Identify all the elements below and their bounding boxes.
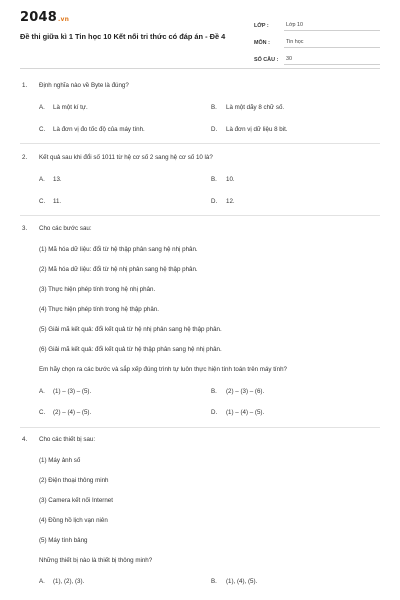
option-key[interactable]: B. <box>211 176 217 183</box>
option-key[interactable]: B. <box>211 578 217 585</box>
meta-key: SỐ CÂU : <box>254 57 279 63</box>
question-text: Cho các thiết bị sau: <box>39 436 96 443</box>
option-text[interactable]: Là một kí tự. <box>53 104 88 111</box>
header-divider <box>20 68 380 69</box>
option-key[interactable]: C. <box>39 409 46 416</box>
meta-key: LỚP : <box>254 23 269 29</box>
question-line: (3) Camera kết nối Internet <box>39 497 113 504</box>
question-line: (4) Thực hiện phép tính trong hệ thập phân. <box>39 306 159 313</box>
question-text: Định nghĩa nào về Byte là đúng? <box>39 82 129 89</box>
question-divider <box>20 143 380 144</box>
question-line: (5) Máy tính bảng <box>39 537 88 544</box>
option-text[interactable]: (1), (2), (3). <box>53 578 85 585</box>
question-line: (5) Giải mã kết quả: đổi kết quả từ hệ nhị phân sang hệ thập phân. <box>39 326 222 333</box>
question-text: Cho các bước sau: <box>39 225 92 232</box>
question-line: (6) Giải mã kết quả: đổi kết quả từ hệ thập phân sang hệ nhị phân. <box>39 346 222 353</box>
page-title: Đề thi giữa kì 1 Tin học 10 Kết nối tri thức có đáp án - Đề 4 <box>20 32 226 41</box>
option-text[interactable]: (1) – (4) – (5). <box>226 409 265 416</box>
meta-value: Lớp 10 <box>284 22 380 31</box>
option-key[interactable]: B. <box>211 104 217 111</box>
option-key[interactable]: C. <box>39 198 46 205</box>
option-text[interactable]: (1), (4), (5). <box>226 578 258 585</box>
meta-value: Tin học <box>284 39 380 48</box>
meta-value: 30 <box>284 56 380 65</box>
question-number: 1. <box>22 82 28 89</box>
question-line: (1) Mã hóa dữ liệu: đổi từ hệ thập phân sang hệ nhị phân. <box>39 246 198 253</box>
option-text[interactable]: (2) – (3) – (6). <box>226 388 265 395</box>
option-key[interactable]: D. <box>211 198 218 205</box>
option-text[interactable]: 11. <box>53 198 62 205</box>
question-line: (4) Đồng hồ lịch vạn niên <box>39 517 108 524</box>
option-key[interactable]: A. <box>39 388 45 395</box>
site-logo[interactable] <box>20 10 69 25</box>
meta-row-class <box>254 14 380 31</box>
option-key[interactable]: D. <box>211 126 218 133</box>
option-key[interactable]: A. <box>39 104 45 111</box>
question-line: (3) Thực hiện phép tính trong hệ nhị phân. <box>39 286 156 293</box>
option-key[interactable]: A. <box>39 176 45 183</box>
logo-text: 2048 <box>20 10 57 25</box>
question-number: 4. <box>22 436 28 443</box>
question-divider <box>20 215 380 216</box>
question-number: 3. <box>22 225 28 232</box>
meta-row-subject <box>254 31 380 48</box>
question-divider <box>20 427 380 428</box>
question-line: Những thiết bị nào là thiết bị thông minh? <box>39 557 153 564</box>
option-text[interactable]: Là một dãy 8 chữ số. <box>226 104 285 111</box>
option-text[interactable]: 13. <box>53 176 62 183</box>
option-text[interactable]: Là đơn vị đo tốc độ của máy tính. <box>53 126 145 133</box>
question-line: (2) Điện thoại thông minh <box>39 477 109 484</box>
logo-suffix: .vn <box>57 16 70 23</box>
question-text: Kết quả sau khi đổi số 1011 từ hệ cơ số 2 sang hệ cơ số 10 là? <box>39 154 213 161</box>
option-key[interactable]: C. <box>39 126 46 133</box>
option-text[interactable]: (2) – (4) – (5). <box>53 409 92 416</box>
question-number: 2. <box>22 154 28 161</box>
question-line: (2) Mã hóa dữ liệu: đổi từ hệ nhị phân sang hệ thập phân. <box>39 266 198 273</box>
exam-meta <box>254 14 380 65</box>
option-text[interactable]: 12. <box>226 198 235 205</box>
meta-key: MÔN : <box>254 40 270 46</box>
question-line: (1) Máy ảnh số <box>39 457 81 464</box>
option-key[interactable]: D. <box>211 409 218 416</box>
option-key[interactable]: A. <box>39 578 45 585</box>
option-text[interactable]: Là đơn vị dữ liệu 8 bit. <box>226 126 288 133</box>
meta-row-count <box>254 48 380 65</box>
page-header <box>0 0 400 62</box>
option-text[interactable]: (1) – (3) – (5). <box>53 388 92 395</box>
option-text[interactable]: 10. <box>226 176 235 183</box>
option-key[interactable]: B. <box>211 388 217 395</box>
question-line: Em hãy chọn ra các bước và sắp xếp đúng trình tự luôn thực hiện tính toán trên máy tính? <box>39 366 287 373</box>
